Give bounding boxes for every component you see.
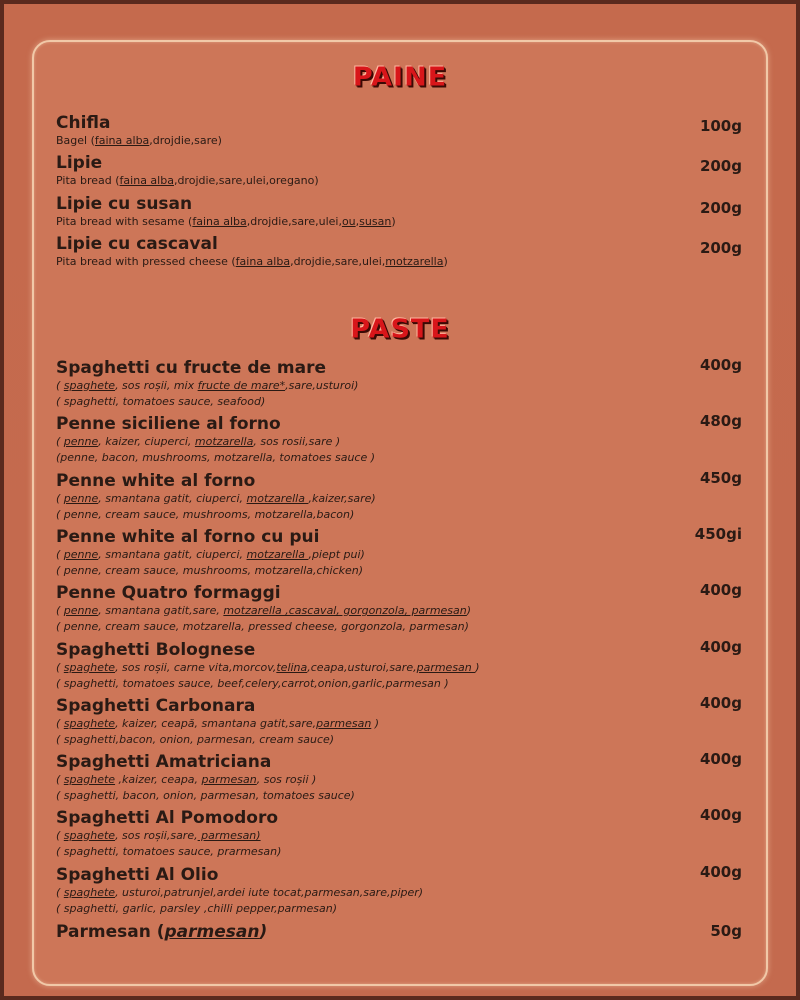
ingredient-link: spaghete — [63, 379, 116, 392]
item-description-ro — [56, 378, 746, 394]
desc-text: ( — [56, 435, 64, 448]
item-description-en: ( spaghetti, tomatoes sauce, seafood) — [56, 395, 266, 408]
menu-item — [56, 414, 746, 466]
item-weight: 400g — [699, 356, 742, 374]
desc-text: , sos roșii,sare, — [115, 829, 198, 842]
ingredient-link: faina alba — [235, 255, 291, 268]
ingredient-link: penne — [63, 492, 99, 505]
item-name: Penne siciliene al forno — [56, 414, 281, 434]
item-name: Lipie cu cascaval — [56, 234, 218, 254]
item-weight: 400g — [699, 638, 742, 656]
desc-text: , sos roșii, mix — [115, 379, 198, 392]
desc-text: ( — [56, 717, 64, 730]
item-name: Penne Quatro formaggi — [56, 583, 281, 603]
ingredient-link: penne — [63, 548, 99, 561]
item-description-en: ( penne, cream sauce, mushrooms, motzarella,chicken) — [56, 564, 364, 577]
item-name: Spaghetti Carbonara — [56, 696, 256, 716]
ingredient-link: motzarella — [194, 435, 254, 448]
desc-text: ,kaizer,sare) — [308, 492, 376, 505]
menu-item — [56, 696, 746, 748]
item-name: Spaghetti cu fructe de mare — [56, 358, 327, 378]
item-weight: 400g — [699, 863, 742, 881]
item-name: Spaghetti Bolognese — [56, 640, 256, 660]
ingredient-link: penne — [63, 435, 99, 448]
ingredient-link: parmesan) — [197, 829, 261, 842]
desc-text: , — [355, 215, 360, 228]
menu-item — [56, 194, 746, 230]
item-name: Penne white al forno — [56, 471, 256, 491]
desc-text: ,kaizer, ceapa, — [115, 773, 202, 786]
item-name: Lipie cu susan — [56, 194, 193, 214]
desc-text: ) — [391, 215, 396, 228]
item-description-ro — [56, 491, 746, 507]
ingredient-link: motzarella — [385, 255, 444, 268]
item-weight: 100g — [699, 117, 742, 135]
item-description-en: ( spaghetti, tomatoes sauce, beef,celery,carrot,onion,garlic,parmesan ) — [56, 677, 449, 690]
desc-text: , smantana gatit, ciuperci, — [98, 492, 247, 505]
menu-item — [56, 527, 746, 579]
ingredient-link: parmesan — [201, 773, 257, 786]
ingredient-link: faina alba — [119, 174, 174, 187]
menu-item — [56, 808, 746, 860]
ingredient-link: parmesan — [316, 717, 372, 730]
item-weight: 450gi — [694, 525, 742, 543]
item-description-en: ( spaghetti,bacon, onion, parmesan, cream sauce) — [56, 733, 335, 746]
item-description-en: ( spaghetti, bacon, onion, parmesan, tomatoes sauce) — [56, 789, 355, 802]
ingredient-link: motzarella — [246, 492, 309, 505]
item-weight: 400g — [699, 581, 742, 599]
item-weight: 400g — [699, 750, 742, 768]
menu-item — [56, 234, 746, 270]
desc-text: ) — [443, 255, 448, 268]
item-description-en: (penne, bacon, mushrooms, motzarella, tomatoes sauce ) — [56, 451, 376, 464]
ingredient-link: fructe de mare* — [197, 379, 286, 392]
menu-item — [56, 113, 746, 149]
ingredient-link: ou — [341, 215, 356, 228]
desc-text: , smantana gatit,sare, — [98, 604, 224, 617]
item-name: Lipie — [56, 153, 103, 173]
item-description-ro — [56, 885, 746, 901]
desc-text: , sos roșii, carne vita,morcov, — [115, 661, 277, 674]
desc-text: , kaizer, ciuperci, — [98, 435, 195, 448]
ingredient-link: spaghete — [63, 717, 116, 730]
desc-text: ) — [475, 661, 480, 674]
desc-text: , sos roșii ) — [256, 773, 317, 786]
item-description-ro — [56, 716, 746, 732]
item-description-ro — [56, 772, 746, 788]
item-description-en: ( penne, cream sauce, mushrooms, motzarella,bacon) — [56, 508, 355, 521]
ingredient-link: spaghete — [63, 886, 116, 899]
item-description-ro — [56, 434, 746, 450]
desc-text: ,drojdie,sare,ulei, — [290, 255, 386, 268]
item-weight: 400g — [699, 694, 742, 712]
menu-item-parmesan — [56, 922, 746, 942]
desc-text: ( — [56, 773, 64, 786]
desc-text: ( — [56, 661, 64, 674]
item-weight: 200g — [699, 157, 742, 175]
item-name: Spaghetti Al Pomodoro — [56, 808, 279, 828]
desc-text: ( — [56, 604, 64, 617]
desc-text: ( — [56, 379, 64, 392]
ingredient-link: spaghete — [63, 661, 116, 674]
ingredient-link: susan — [359, 215, 392, 228]
desc-text: ( — [56, 829, 64, 842]
ingredient-link: motzarella ,cascaval, gorgonzola, parmesan — [223, 604, 467, 617]
section-title-paine: PAINE — [352, 62, 448, 93]
desc-text: Pita bread ( — [56, 174, 120, 187]
desc-text: , kaizer, ceapă, smantana gatit,sare, — [115, 717, 317, 730]
menu-item — [56, 358, 746, 410]
desc-text: ,drojdie,sare) — [149, 134, 222, 147]
desc-text: ,ceapa,usturoi,sare, — [307, 661, 417, 674]
item-description-ro — [56, 547, 746, 563]
item-weight: 480g — [699, 412, 742, 430]
ingredient-link: parmesan — [416, 661, 476, 674]
desc-text: ,piept pui) — [308, 548, 365, 561]
ingredient-link: telina — [276, 661, 308, 674]
desc-text: Pita bread with sesame ( — [56, 215, 193, 228]
ingredient-link: motzarella — [246, 548, 309, 561]
item-weight: 200g — [699, 199, 742, 217]
desc-text: Pita bread with pressed cheese ( — [56, 255, 236, 268]
item-name: Spaghetti Al Olio — [56, 865, 219, 885]
item-description — [56, 133, 746, 149]
item-description-ro — [56, 603, 746, 619]
item-weight: 450g — [699, 469, 742, 487]
desc-text: ( — [56, 492, 64, 505]
item-name: Chifla — [56, 113, 111, 133]
item-name: Parmesan (parmesan) — [56, 922, 268, 942]
item-description — [56, 254, 746, 270]
desc-text: ,drojdie,sare,ulei, — [246, 215, 342, 228]
item-description — [56, 214, 746, 230]
item-weight: 400g — [699, 806, 742, 824]
item-description-en: ( spaghetti, garlic, parsley ,chilli pepper,parmesan) — [56, 902, 338, 915]
ingredient-link: spaghete — [63, 773, 116, 786]
ingredient-link: spaghete — [63, 829, 116, 842]
menu-item — [56, 752, 746, 804]
ingredient-link: faina alba — [192, 215, 247, 228]
ingredient-link: faina alba — [94, 134, 150, 147]
menu-item — [56, 640, 746, 692]
desc-text: Bagel ( — [56, 134, 95, 147]
item-description-ro — [56, 828, 746, 844]
item-description — [56, 173, 746, 189]
item-description-en: ( penne, cream sauce, motzarella, pressed cheese, gorgonzola, parmesan) — [56, 620, 469, 633]
section-title-paste: PASTE — [350, 314, 450, 345]
item-name: Spaghetti Amatriciana — [56, 752, 272, 772]
item-weight: 50g — [710, 922, 742, 940]
menu-item — [56, 583, 746, 635]
desc-text: , smantana gatit, ciuperci, — [98, 548, 247, 561]
item-name: Penne white al forno cu pui — [56, 527, 320, 547]
desc-text: ) — [466, 604, 472, 617]
ingredient-link: penne — [63, 604, 99, 617]
desc-text: ,drojdie,sare,ulei,oregano) — [173, 174, 319, 187]
desc-text: ( — [56, 886, 64, 899]
item-description-ro — [56, 660, 746, 676]
desc-text: ) — [371, 717, 380, 730]
menu-item — [56, 865, 746, 917]
item-weight: 200g — [699, 239, 742, 257]
item-description-en: ( spaghetti, tomatoes sauce, prarmesan) — [56, 845, 282, 858]
desc-text: ,sare,usturoi) — [285, 379, 359, 392]
menu-item — [56, 153, 746, 189]
desc-text: , sos rosii,sare ) — [253, 435, 341, 448]
menu-item — [56, 471, 746, 523]
desc-text: , usturoi,patrunjel,ardei iute tocat,parmesan,sare,piper) — [115, 886, 424, 899]
desc-text: ( — [56, 548, 64, 561]
